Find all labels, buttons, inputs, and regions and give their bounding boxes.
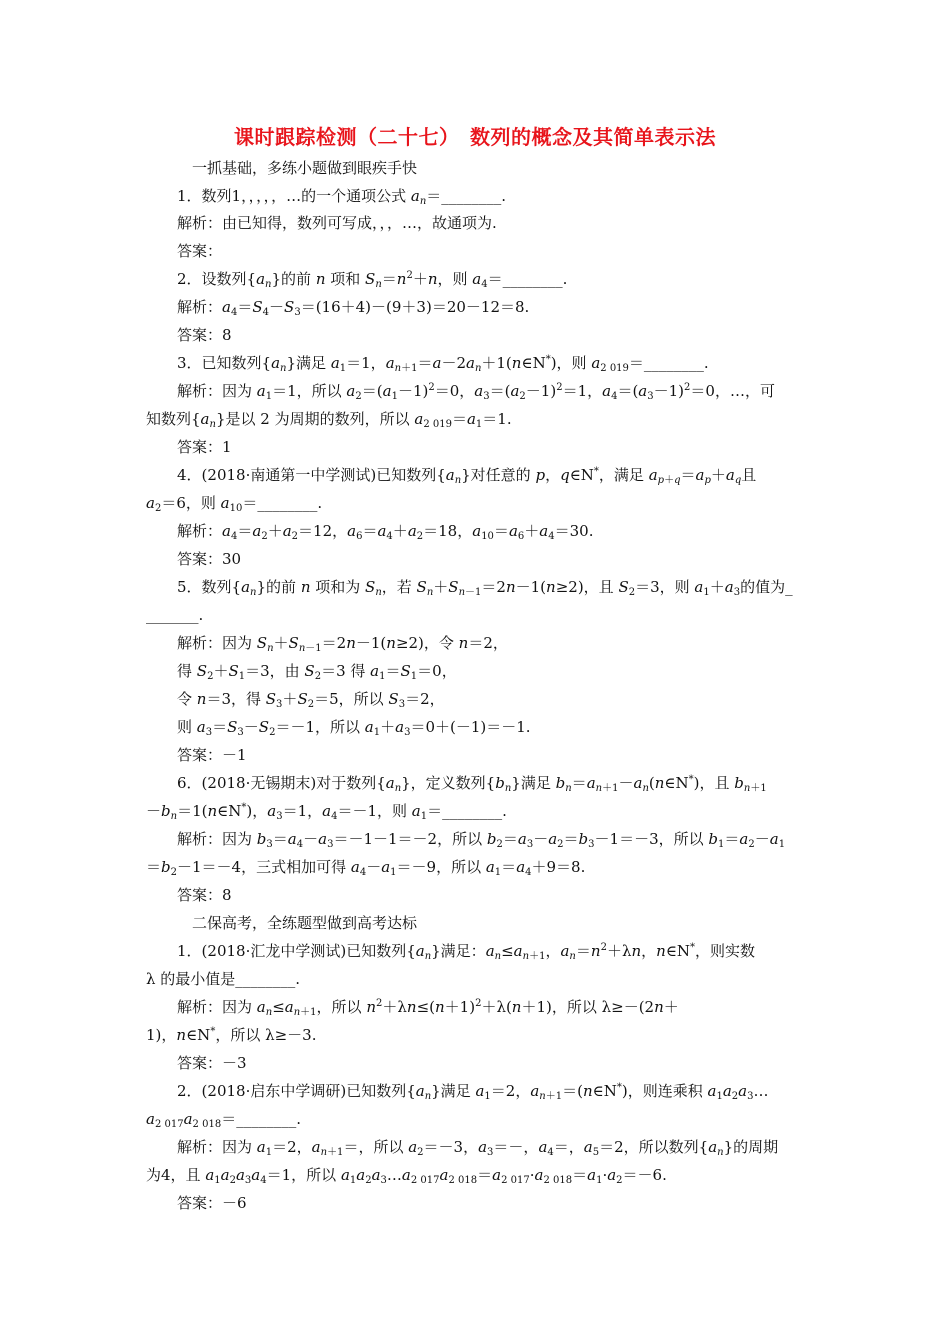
problem-1-1-answer [177, 241, 222, 261]
problem-2-1-answer [177, 1053, 247, 1073]
section-heading-basic: 一抓基础，多练小题做到眼疾手快 [192, 159, 418, 177]
problem-1-5-analysis-line2: 得 $S_2+S_1=3$，由 $S_2=3$ 得 $a_1=S_1=0$， [177, 662, 457, 682]
problem-1-6-answer [177, 885, 232, 905]
problem-1-3-analysis-line1: 解析：因为 $a_1=1$，所以 $a_2=(a_1-1)^2=0$，$a_3=(a_2-1)^2=1$，$a_4=(a_3-1)^2=0$，…，可 [177, 382, 775, 402]
problem-1-5-question-line2: _______. [146, 606, 204, 624]
problem-2-1-question-line2: λ 的最小值是________. [146, 970, 301, 988]
answer-value: －6 [222, 1194, 247, 1212]
page-title: 课时跟踪检测（二十七） 数列的概念及其简单表示法 [234, 125, 716, 149]
answer-label: 答案： [177, 438, 223, 456]
problem-1-1-question: 1．数列1，，，，，…的一个通项公式 $a_n=\_\_\_\_\_\_\_\_$. [177, 187, 507, 207]
problem-1-4-question-line2: $a_2=6$，则 $a_{10}=\_\_\_\_\_\_\_\_$. [146, 494, 323, 514]
problem-2-1-analysis-line2: 1)，n∈N*，所以 λ≥－3. [146, 1026, 317, 1044]
problem-2-1-question-line1: 1．(2018·汇龙中学测试)已知数列$\{a_n\}$满足：$a_n\le a_{n+1}$，$a_n=n^2+\lambda n$，n∈N*，则实数 [177, 942, 756, 962]
answer-value: －1 [222, 746, 247, 764]
answer-value: 8 [222, 886, 232, 904]
answer-label: 答案： [177, 550, 223, 568]
problem-1-5-analysis-line4: 则 $a_3=S_3-S_2=-1$，所以 $a_1+a_3=0+(-1)=-1$. [177, 718, 531, 738]
problem-1-4-question-line1: 4．(2018·南通第一中学测试)已知数列$\{a_n\}$对任意的 p，q∈N*，满足 $a_{p+q}=a_p+a_q$且 [177, 466, 757, 486]
answer-label: 答案： [177, 746, 223, 764]
answer-label: 答案： [177, 1054, 223, 1072]
problem-1-2-answer [177, 325, 232, 345]
answer-value: 8 [222, 326, 232, 344]
answer-value: 1 [222, 438, 232, 456]
problem-2-2-question-line2: $a_{2 017}a_{2 018}=\_\_\_\_\_\_\_\_$. [146, 1110, 301, 1130]
problem-1-3-analysis-line2: 知数列$\{a_n\}$是以 2 为周期的数列，所以 $a_{2 019}=a_1=1$. [146, 410, 512, 430]
problem-1-2-analysis: 解析：$a_4=S_4-S_3=(16+4)-(9+3)=20-12=8$. [177, 298, 530, 318]
answer-label: 答案： [177, 326, 223, 344]
problem-2-1-analysis-line1: 解析：因为 $a_n\le a_{n+1}$，所以 $n^2+\lambda n\le(n+1)^2+\lambda(n+1)$，所以 λ≥－(2n＋ [177, 998, 679, 1018]
answer-label: 答案： [177, 1194, 223, 1212]
answer-value: －3 [222, 1054, 247, 1072]
problem-1-6-analysis-line2: $=b_2-1=-4$，三式相加可得 $a_4-a_1=-9$，所以 $a_1=a_4+9=8$. [146, 858, 586, 878]
problem-1-4-answer [177, 549, 241, 569]
problem-1-4-analysis: 解析：$a_4=a_2+a_2=12$，$a_6=a_4+a_2=18$，$a_{10}=a_6+a_4=30$. [177, 522, 594, 542]
problem-2-2-analysis-line2: 为4，且 $a_1a_2a_3a_4=1$，所以 $a_1a_2a_3\dots a_{2 017}a_{2 018}=a_{2 017}\cdot a_{2 018}=a_1\cdot a_2=-6$. [146, 1166, 667, 1186]
problem-1-5-analysis-line3: 令 n＝3，得 $S_3+S_2=5$，所以 $S_3=2$， [177, 690, 445, 710]
problem-1-1-analysis: 解析：由已知得，数列可写成，，，…，故通项为. [177, 214, 497, 232]
problem-1-5-analysis-line1: 解析：因为 $S_n+S_{n-1}=2n-1(n\ge 2)$，令 n＝2， [177, 634, 508, 654]
problem-1-6-question-line1: 6．(2018·无锡期末)对于数列$\{a_n\}$，定义数列$\{b_n\}$满足 $b_n=a_{n+1}-a_n(n\in N^*)$，且 $b_{n+1}$ [177, 774, 767, 794]
section-heading-advanced: 二保高考，全练题型做到高考达标 [192, 914, 418, 932]
problem-2-2-answer [177, 1193, 247, 1213]
problem-1-3-answer [177, 437, 232, 457]
problem-1-6-question-line2: $-b_n=1(n\in N^*)$，$a_3=1$，$a_4=-1$，则 $a_1=\_\_\_\_\_\_\_\_$. [146, 802, 507, 822]
answer-value: 30 [222, 550, 242, 568]
answer-label: 答案： [177, 242, 223, 260]
problem-1-5-question-line1: 5．数列$\{a_n\}$的前 n 项和为 $S_n$，若 $S_n+S_{n-1}=2n-1(n\ge 2)$，且 $S_2=3$，则 $a_1+a_3$的值为_ [177, 578, 793, 598]
problem-2-2-analysis-line1: 解析：因为 $a_1=2$，$a_{n+1}=$，所以 $a_2=-3$，$a_3=-$，$a_4=$，$a_5=2$，所以数列$\{a_n\}$的周期 [177, 1138, 779, 1158]
answer-label: 答案： [177, 886, 223, 904]
problem-1-2-question: 2．设数列$\{a_n\}$的前 n 项和 $S_n=n^2+n$，则 $a_4=\_\_\_\_\_\_\_\_$. [177, 270, 568, 290]
problem-1-5-answer [177, 745, 247, 765]
problem-2-2-question-line1: 2．(2018·启东中学调研)已知数列$\{a_n\}$满足 $a_1=2$，$a_{n+1}=(n\in N^*)$，则连乘积 $a_1a_2a_3\dots$ [177, 1082, 769, 1102]
problem-1-3-question: 3．已知数列$\{a_n\}$满足 $a_1=1$，$a_{n+1}=a-2a_n+1(n\in N^*)$，则 $a_{2 019}=\_\_\_\_\_\_\_\_$. [177, 354, 709, 374]
problem-1-6-analysis-line1: 解析：因为 $b_3=a_4-a_3=-1-1=-2$，所以 $b_2=a_3-a_2=b_3-1=-3$，所以 $b_1=a_2-a_1$ [177, 830, 786, 850]
